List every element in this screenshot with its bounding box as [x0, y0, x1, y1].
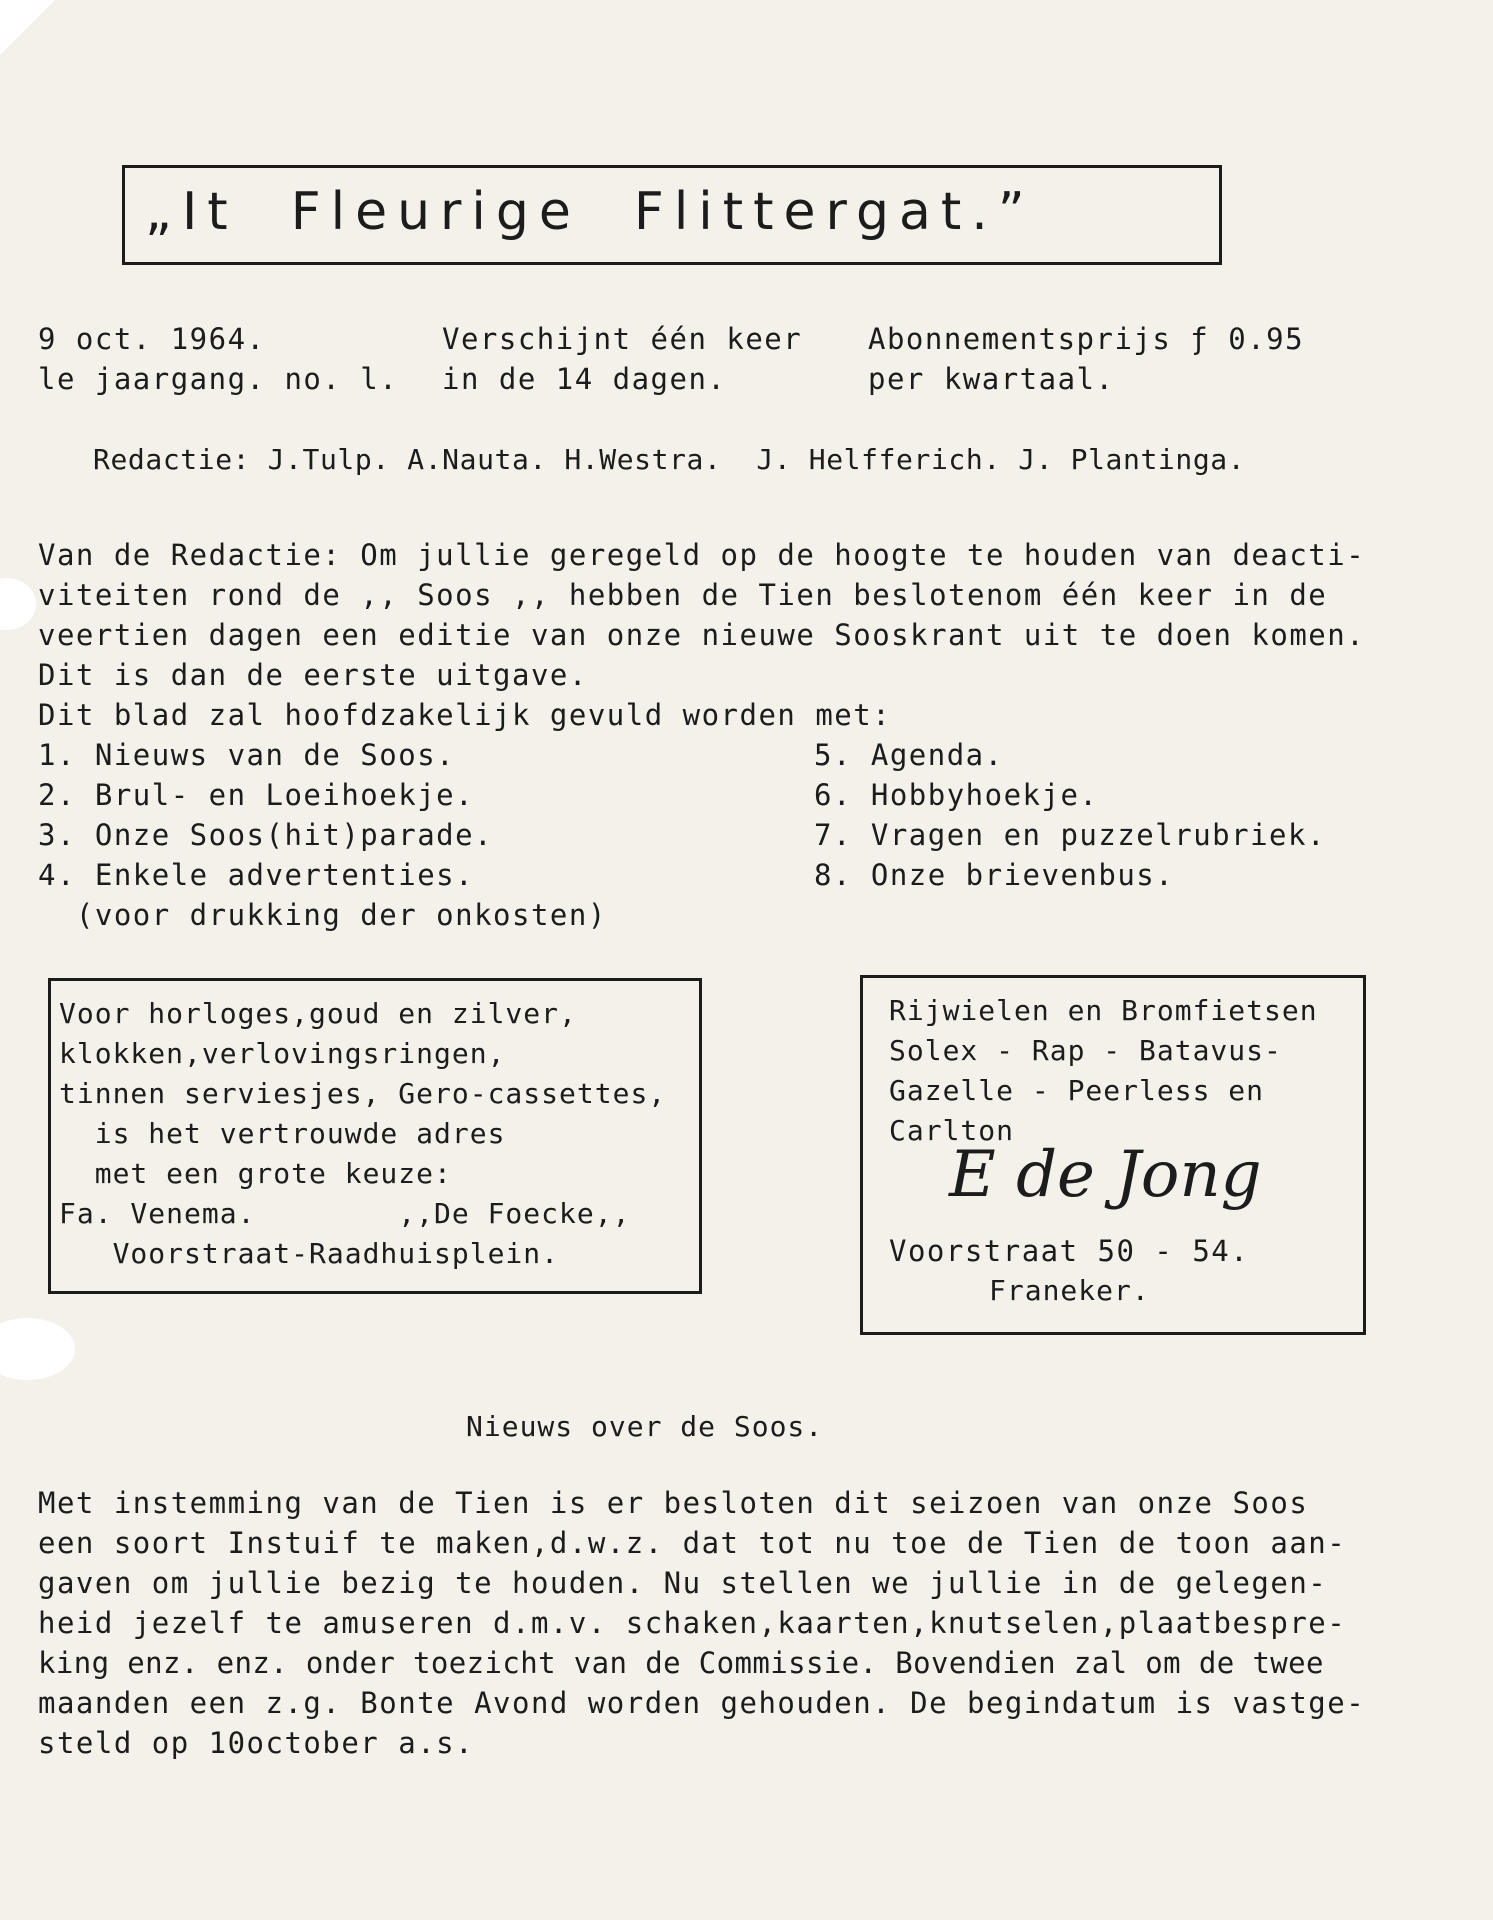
folded-corner [0, 0, 55, 55]
jeweller-ad-line: tinnen serviesjes, Gero-cassettes, [59, 1077, 667, 1110]
jeweller-ad [48, 978, 702, 1294]
punch-hole-top [0, 578, 36, 630]
frequency-line-2: in de 14 dagen. [442, 362, 727, 396]
bicycle-ad [860, 975, 1366, 1335]
issue-volume: le jaargang. no. l. [38, 362, 399, 396]
news-line: gaven om jullie bezig te houden. Nu stellen we jullie in de gelegen- [38, 1566, 1328, 1600]
editors-line: Redactie: J.Tulp. A.Nauta. H.Westra. J. Helfferich. J. Plantinga. [93, 443, 1246, 476]
price-line-1: Abonnementsprijs ƒ 0.95 [868, 322, 1305, 356]
list-item: 6. Hobbyhoekje. [814, 778, 1099, 812]
news-line: Met instemming van de Tien is er besloten dit seizoen van onze Soos [38, 1486, 1309, 1520]
editorial-line: veertien dagen een editie van onze nieuwe Sooskrant uit te doen komen. [38, 618, 1366, 652]
list-item: 5. Agenda. [814, 738, 1004, 772]
bicycle-ad-city: Franeker. [989, 1274, 1150, 1307]
masthead-title: „It Fleurige Flittergat.” [145, 182, 1035, 242]
masthead-box [122, 165, 1222, 265]
list-item: 8. Onze brievenbus. [814, 858, 1175, 892]
news-line: een soort Instuif te maken,d.w.z. dat tot nu toe de Tien de toon aan- [38, 1526, 1347, 1560]
jeweller-ad-line: Fa. Venema. ,,De Foecke,, [59, 1197, 631, 1230]
jeweller-ad-line: met een grote keuze: [59, 1157, 452, 1190]
jeweller-ad-line: Voor horloges,goud en zilver, [59, 997, 577, 1030]
news-line: maanden een z.g. Bonte Avond worden gehouden. De begindatum is vastge- [38, 1686, 1366, 1720]
editorial-line: viteiten rond de ,, Soos ,, hebben de Tien beslotenom één keer in de [38, 578, 1328, 612]
list-item: 3. Onze Soos(hit)parade. [38, 818, 494, 852]
list-item: 2. Brul- en Loeihoekje. [38, 778, 475, 812]
editorial-line: Dit blad zal hoofdzakelijk gevuld worden met: [38, 698, 892, 732]
signature: E de Jong [949, 1138, 1262, 1212]
news-line: heid jezelf te amuseren d.m.v. schaken,kaarten,knutselen,plaatbespre- [38, 1606, 1347, 1640]
bicycle-ad-line: Gazelle - Peerless en [889, 1074, 1265, 1107]
issue-date: 9 oct. 1964. [38, 322, 266, 356]
bicycle-ad-line: Solex - Rap - Batavus- [889, 1034, 1282, 1067]
bicycle-ad-address: Voorstraat 50 - 54. [889, 1234, 1250, 1268]
frequency-line-1: Verschijnt één keer [442, 322, 803, 356]
jeweller-ad-line: klokken,verlovingsringen, [59, 1037, 506, 1070]
editorial-line: Van de Redactie: Om jullie geregeld op de hoogte te houden van deacti- [38, 538, 1366, 572]
list-item: 7. Vragen en puzzelrubriek. [814, 818, 1326, 852]
list-item-note: (voor drukking der onkosten) [38, 898, 607, 932]
bicycle-ad-line: Carlton [889, 1114, 1015, 1147]
bicycle-ad-line: Rijwielen en Bromfietsen [889, 994, 1318, 1027]
list-item: 1. Nieuws van de Soos. [38, 738, 456, 772]
news-heading: Nieuws over de Soos. [466, 1410, 824, 1443]
jeweller-ad-line: Voorstraat-Raadhuisplein. [59, 1237, 560, 1270]
news-line: king enz. enz. onder toezicht van de Commissie. Bovendien zal om de twee [38, 1646, 1324, 1680]
editorial-line: Dit is dan de eerste uitgave. [38, 658, 588, 692]
price-line-2: per kwartaal. [868, 362, 1115, 396]
news-line: steld op 10october a.s. [38, 1726, 475, 1760]
list-item: 4. Enkele advertenties. [38, 858, 475, 892]
jeweller-ad-line: is het vertrouwde adres [59, 1117, 506, 1150]
punch-hole-bottom [0, 1318, 75, 1380]
